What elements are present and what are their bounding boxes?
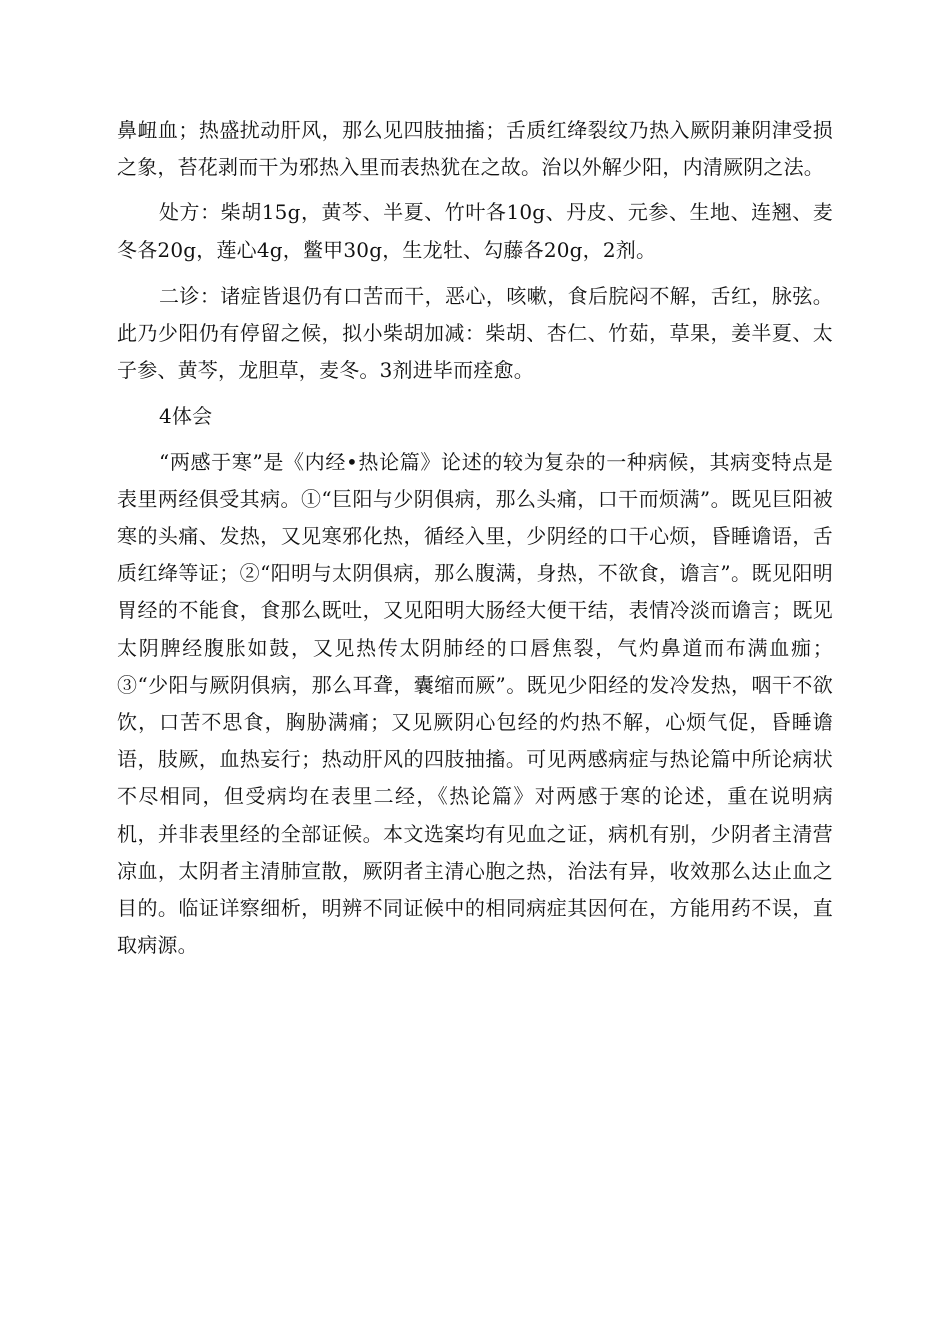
paragraph-continuation: 鼻衄血；热盛扰动肝风，那么见四肢抽搐；舌质红绛裂纹乃热入厥阴兼阴津受损之象，苔花剥而干为邪热入里而表热犹在之故。治以外解少阳，内清厥阴之法。 bbox=[117, 118, 833, 180]
section-heading: 4体会 bbox=[159, 404, 213, 429]
paragraph-prescription: 处方：柴胡15g，黄芩、半夏、竹叶各10g、丹皮、元参、生地、连翘、麦冬各20g，莲心4g，鳖甲30g，生龙牡、勾藤各20g，2剂。 bbox=[117, 200, 833, 262]
paragraph-second-visit: 二诊：诸症皆退仍有口苦而干，恶心，咳嗽，食后脘闷不解，舌红，脉弦。此乃少阳仍有停留之候，拟小柴胡加减：柴胡、杏仁、竹茹，草果，姜半夏、太子参、黄芩，龙胆草，麦冬。3剂进毕而痊愈。 bbox=[117, 283, 833, 383]
document-body bbox=[117, 112, 833, 964]
paragraph-discussion: “两感于寒”是《内经•热论篇》论述的较为复杂的一种病候，其病变特点是表里两经俱受其病。①“巨阳与少阴俱病，那么头痛，口干而烦满”。既见巨阳被寒的头痛、发热，又见寒邪化热，循经入里，少阴经的口干心烦，昏睡谵语，舌质红绛等证；②“阳明与太阴俱病，那么腹满，身热，不欲食，谵言”。既见阳明胃经的不能食，食那么既吐，又见阳明大肠经大便干结，表情冷淡而谵言；既见太阴脾经腹胀如鼓，又见热传太阴肺经的口唇焦裂，气灼鼻道而布满血痂；③“少阳与厥阴俱病，那么耳聋，囊缩而厥”。既见少阳经的发冷发热，咽干不欲饮，口苦不思食，胸胁满痛；又见厥阴心包经的灼热不解，心烦气促，昏睡谵语，肢厥，血热妄行；热动肝风的四肢抽搐。可见两感病症与热论篇中所论病状不尽相同，但受病均在表里二经，《热论篇》对两感于寒的论述，重在说明病机，并非表里经的全部证候。本文选案均有见血之证，病机有别，少阴者主清营凉血，太阴者主清肺宣散，厥阴者主清心胞之热，治法有异，收效那么达止血之目的。临证详察细析，明辨不同证候中的相同病症其因何在，方能用药不误，直取病源。 bbox=[117, 449, 833, 958]
